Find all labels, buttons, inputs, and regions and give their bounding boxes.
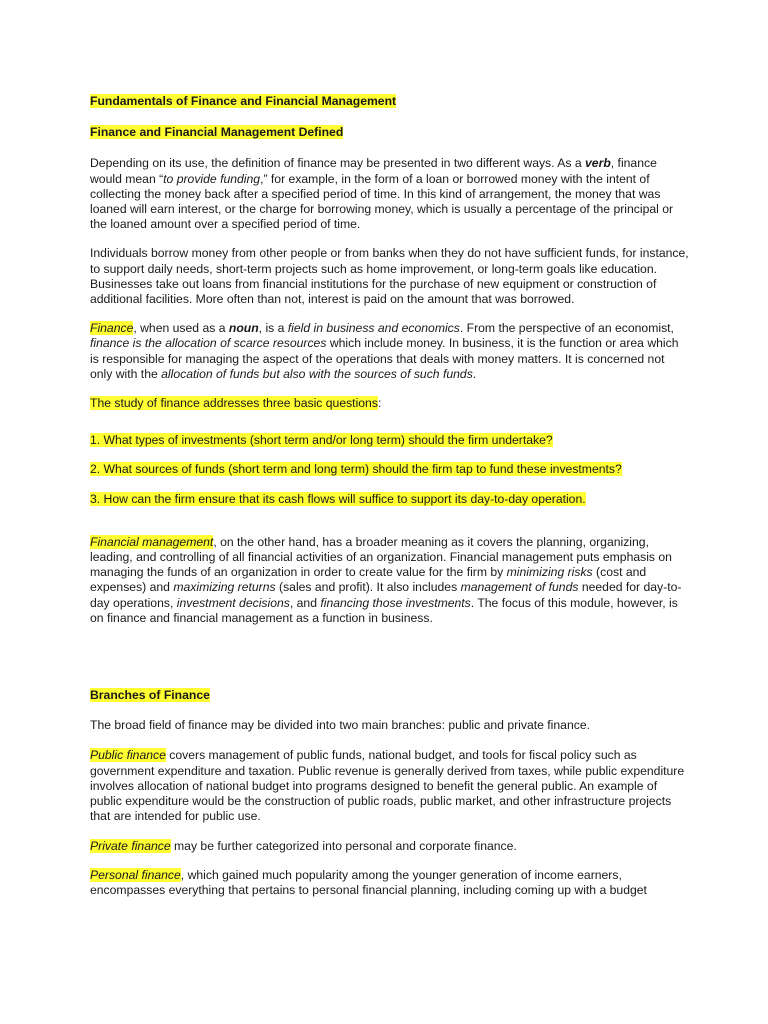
paragraph-finance-verb: Depending on its use, the definition of finance may be presented in two different ways. As a verb, finance would mean “to provide funding,” for example, in the form of a loan or borrowed money with the intent of collecting the money back after a specified period of time. In this kind of arrangement, the money that was loaned will earn interest, or the charge for borrowing money, which is usually a percentage of the principal or the loaned amount over a specified period of time.: [90, 156, 674, 232]
paragraph-branches-intro: The broad field of finance may be divided into two main branches: public and private finance.: [90, 718, 590, 733]
document-page: [90, 90, 690, 898]
paragraph-financial-management: Financial management, on the other hand, has a broader meaning as it covers the planning, organizing, leading, and controlling of all financial activities of an organization. Financial management puts emphasis on managing the funds of an organization in order to create value for the firm by minimizing risks (cost and expenses) and maximizing returns (sales and profit). It also includes management of funds needed for day-to-day operations, investment decisions, and financing those investments. The focus of this module, however, is on finance and financial management as a function in business.: [90, 534, 682, 625]
term-private-finance: Private finance: [90, 838, 171, 853]
section-heading-branches: Branches of Finance: [90, 688, 210, 703]
question-item: 3. How can the firm ensure that its cash flows will suffice to support its day-to-day operation.: [90, 491, 586, 506]
paragraph-private-finance: Private finance may be further categorized into personal and corporate finance.: [90, 838, 517, 853]
paragraph-public-finance: Public finance covers management of public funds, national budget, and tools for fiscal policy such as government expenditure and taxation. Public revenue is generally derived from taxes, while public expenditure involves allocation of national budget into programs designed to benefit the general public. An example of public expenditure would be the construction of public roads, public market, and other infrastructure projects that are intended for public use.: [90, 748, 685, 824]
term-personal-finance: Personal finance: [90, 867, 181, 882]
question-item: 2. What sources of funds (short term and long term) should the firm tap to fund these investments?: [90, 462, 622, 477]
questions-intro: The study of finance addresses three basic questions:: [90, 396, 382, 411]
paragraph-finance-noun: Finance, when used as a noun, is a field in business and economics. From the perspective of an economist, finance is the allocation of scarce resources which include money. In business, it is the function or area which is responsible for managing the aspect of the operations that deals with money matters. It is concerned not only with the allocation of funds but also with the sources of such funds.: [90, 321, 679, 381]
paragraph-personal-finance: Personal finance, which gained much popularity among the younger generation of income earners, encompasses everything that pertains to personal financial planning, including coming up with a budget: [90, 867, 647, 897]
paragraph-borrowing: Individuals borrow money from other people or from banks when they do not have sufficient funds, for instance, to support daily needs, short-term projects such as home improvement, or long-term goals like education. Businesses take out loans from financial institutions for the purchase of new equipment or construction of additional facilities. More often than not, interest is paid on the amount that was borrowed.: [90, 246, 689, 307]
section-heading-definitions: Finance and Financial Management Defined: [90, 125, 344, 140]
term-finance: Finance: [90, 321, 134, 336]
document-title: Fundamentals of Finance and Financial Management: [90, 94, 397, 108]
term-public-finance: Public finance: [90, 748, 166, 763]
question-item: 1. What types of investments (short term and/or long term) should the firm undertake?: [90, 433, 553, 448]
term-financial-management: Financial management: [90, 534, 214, 549]
